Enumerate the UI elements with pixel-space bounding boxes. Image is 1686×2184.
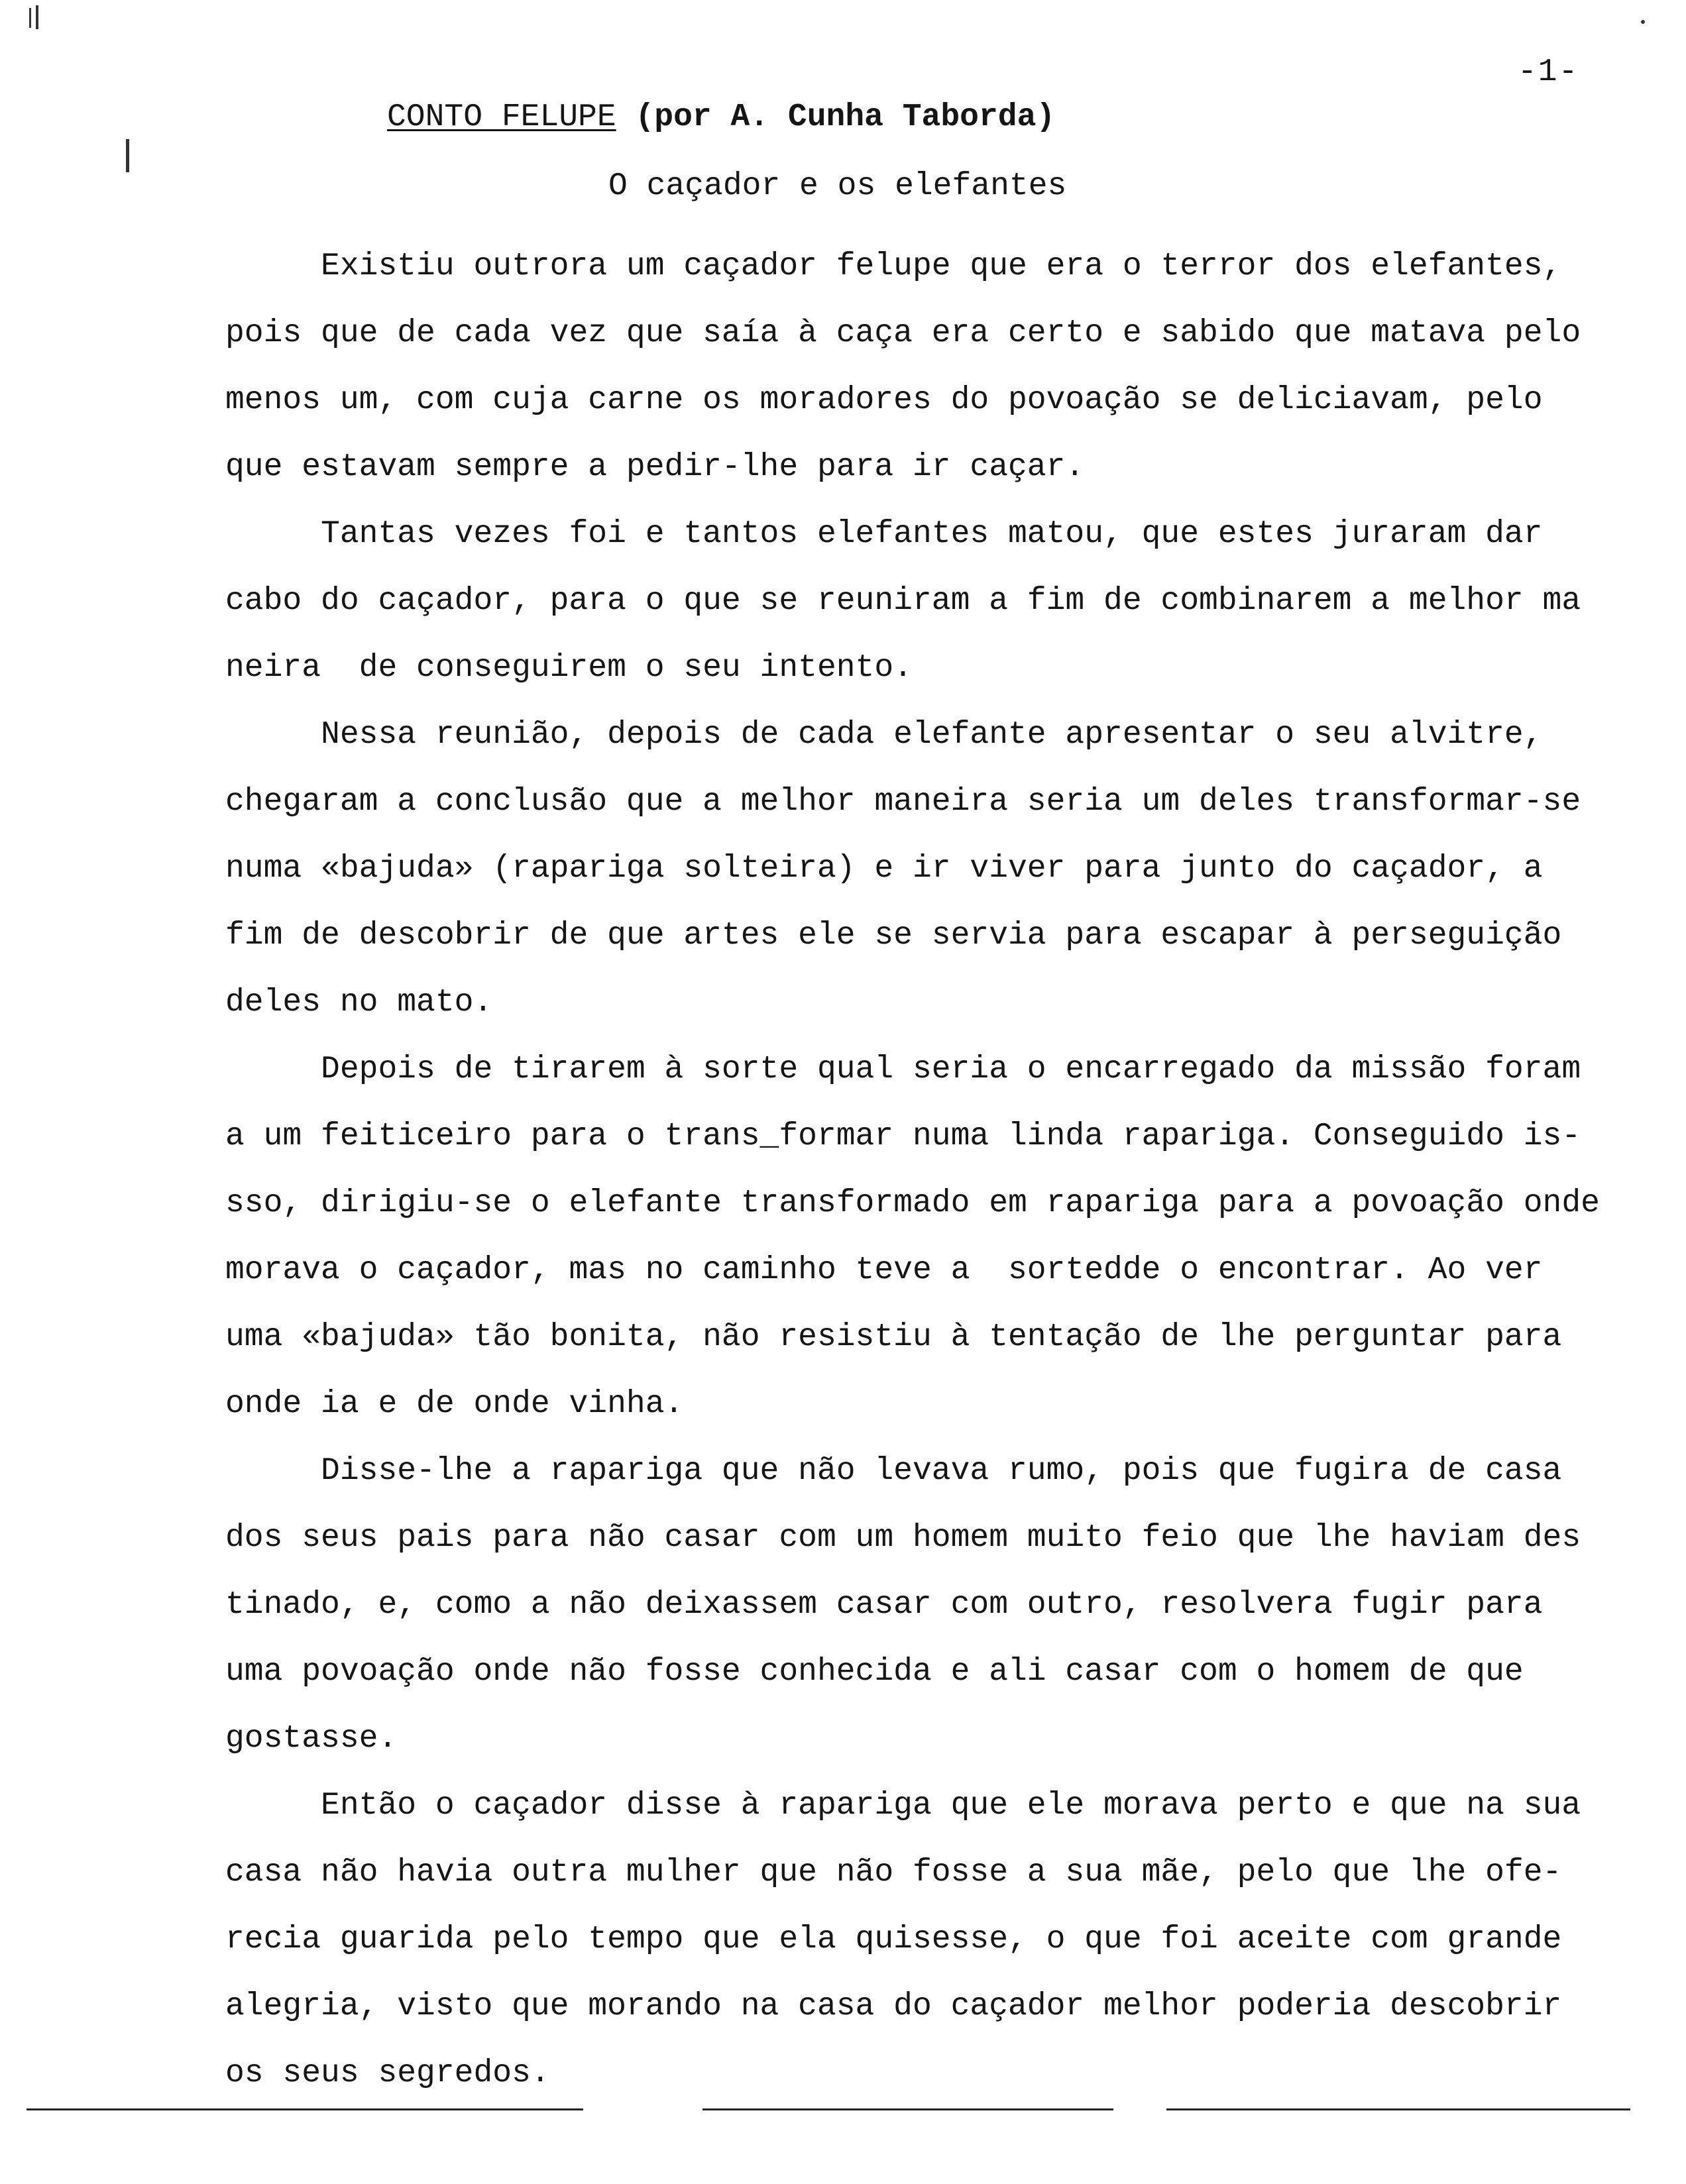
story-subtitle: O caçador e os elefantes (608, 168, 1067, 204)
text-line: Existiu outrora um caçador felupe que era o terror dos elefantes, (225, 248, 1562, 284)
bottom-rule-center (702, 2108, 1113, 2110)
text-line: dos seus pais para não casar com um homem muito feio que lhe haviam des (225, 1520, 1581, 1556)
text-line: neira de conseguirem o seu intento. (225, 650, 913, 686)
text-line: Depois de tirarem à sorte qual seria o encarregado da missão foram (225, 1052, 1581, 1087)
scan-mark-top-left (29, 8, 31, 28)
scan-mark-left-margin (126, 139, 129, 172)
text-line: numa «bajuda» (rapariga solteira) e ir viver para junto do caçador, a (225, 851, 1543, 887)
text-line: Tantas vezes foi e tantos elefantes matou, que estes juraram dar (225, 516, 1543, 552)
bottom-rule-left (27, 2108, 583, 2110)
text-line: que estavam sempre a pedir-lhe para ir caçar. (225, 449, 1085, 485)
text-line: fim de descobrir de que artes ele se servia para escapar à perseguição (225, 918, 1562, 954)
text-line: sso, dirigiu-se o elefante transformado em rapariga para a povoação onde (225, 1185, 1600, 1221)
page-number: -1- (1518, 54, 1579, 90)
text-line: Nessa reunião, depois de cada elefante apresentar o seu alvitre, (225, 717, 1543, 753)
story-author: (por A. Cunha Taborda) (635, 99, 1056, 135)
text-line: menos um, com cuja carne os moradores do povoação se deliciavam, pelo (225, 382, 1543, 418)
scan-mark-top-right (1641, 20, 1645, 24)
scan-mark-top-left-2 (36, 5, 38, 29)
text-line: casa não havia outra mulher que não fosse a sua mãe, pelo que lhe ofe- (225, 1855, 1562, 1890)
text-line: cabo do caçador, para o que se reuniram a fim de combinarem a melhor ma (225, 583, 1581, 619)
story-body (225, 233, 1663, 2107)
text-line: deles no mato. (225, 985, 493, 1020)
text-line: gostasse. (225, 1721, 398, 1757)
text-line: pois que de cada vez que saía à caça era certo e sabido que matava pelo (225, 315, 1581, 351)
text-line: morava o caçador, mas no caminho teve a sortedde o encontrar. Ao ver (225, 1252, 1543, 1288)
text-line: Então o caçador disse à rapariga que ele morava perto e que na sua (225, 1788, 1581, 1824)
text-line: a um feiticeiro para o trans_formar numa linda rapariga. Conseguido is- (225, 1119, 1581, 1154)
title-line (387, 99, 1055, 135)
text-line: recia guarida pelo tempo que ela quisesse, o que foi aceite com grande (225, 1922, 1562, 1957)
bottom-rule-right (1166, 2108, 1630, 2110)
text-line: uma «bajuda» tão bonita, não resistiu à tentação de lhe perguntar para (225, 1319, 1562, 1355)
story-title: CONTO FELUPE (387, 99, 616, 135)
text-line: Disse-lhe a rapariga que não levava rumo, pois que fugira de casa (225, 1453, 1562, 1489)
text-line: alegria, visto que morando na casa do caçador melhor poderia descobrir (225, 1989, 1562, 2024)
text-line: uma povoação onde não fosse conhecida e ali casar com o homem de que (225, 1654, 1524, 1690)
text-line: chegaram a conclusão que a melhor maneira seria um deles transformar-se (225, 784, 1581, 820)
text-line: os seus segredos. (225, 2055, 550, 2091)
text-line: tinado, e, como a não deixassem casar com outro, resolvera fugir para (225, 1587, 1543, 1623)
text-line: onde ia e de onde vinha. (225, 1386, 684, 1422)
